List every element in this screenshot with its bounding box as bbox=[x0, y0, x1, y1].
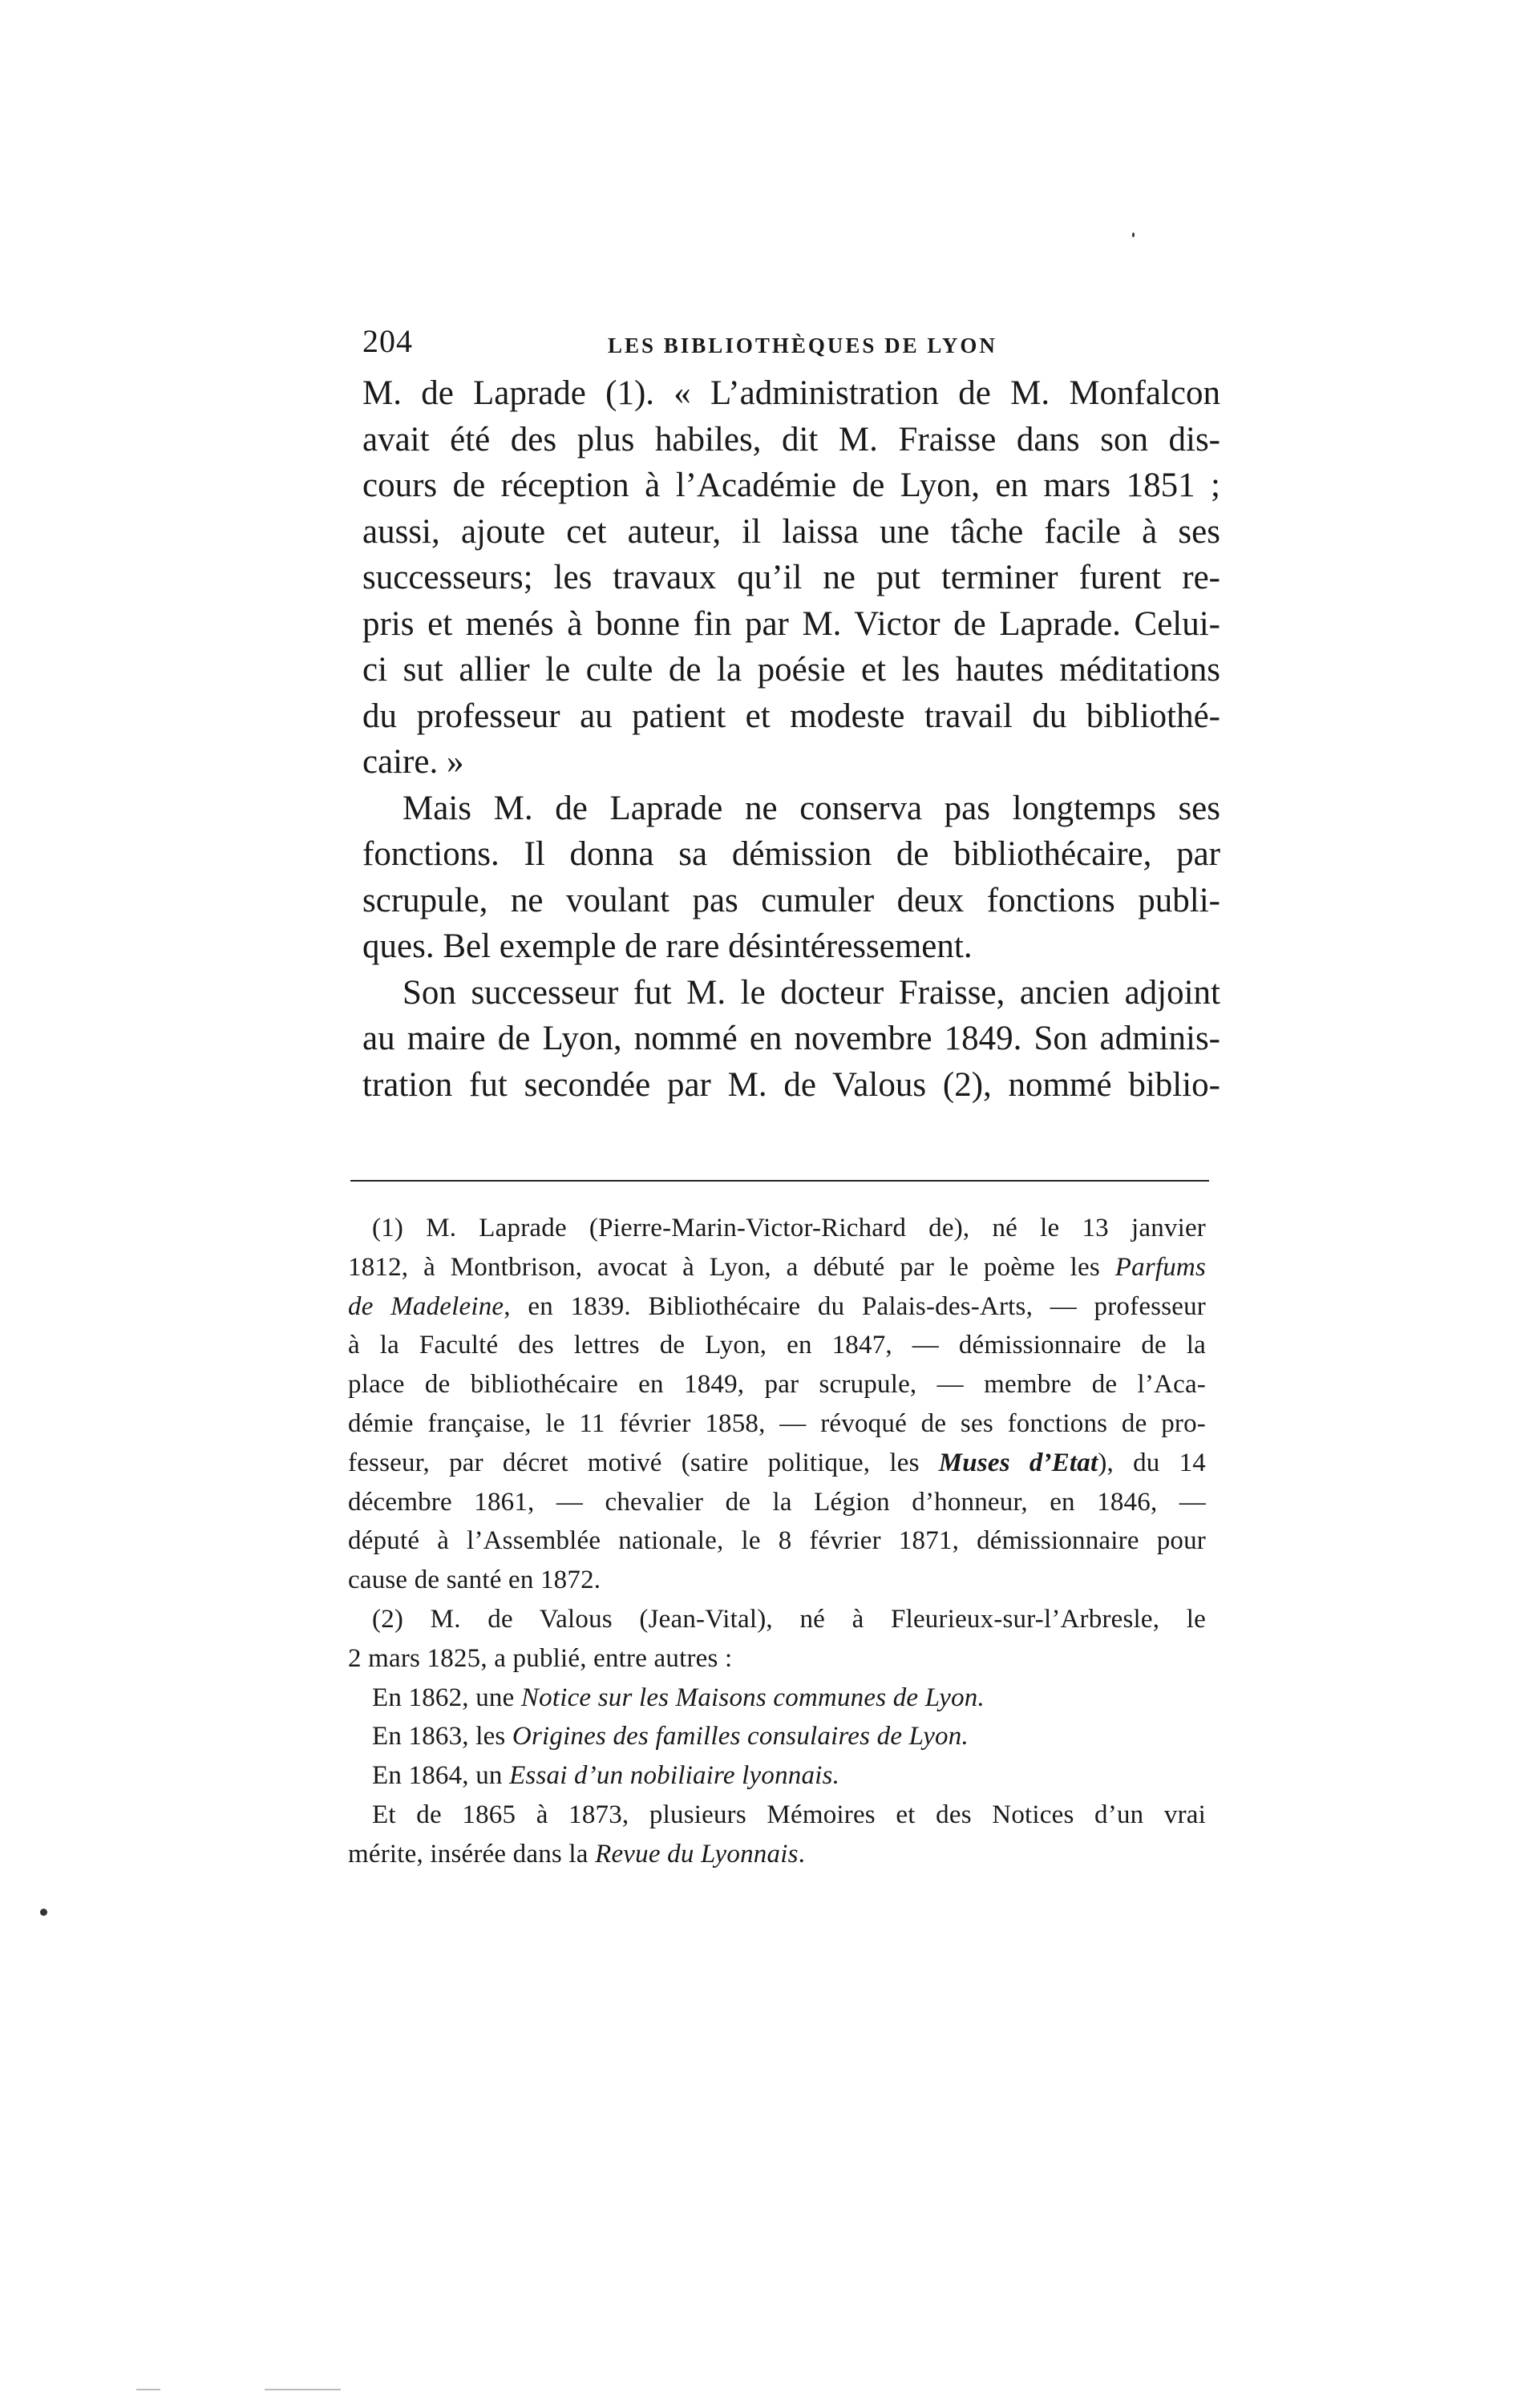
page-header bbox=[362, 322, 1204, 370]
footnote-text: En 1862, une bbox=[372, 1683, 515, 1712]
text-line: ci sut allier le culte de la poésie et les hautes méditations bbox=[362, 651, 1220, 689]
footnote-line bbox=[348, 1756, 1206, 1796]
text-line: Son successeur fut M. le docteur Fraisse, ancien adjoint bbox=[402, 973, 1220, 1012]
text-line: cours de réception à l’Académie de Lyon, en mars 1851 ; bbox=[362, 467, 1220, 504]
footnote-text: 1812, à Montbrison, avocat à Lyon, a débuté par le poème les bbox=[348, 1252, 1100, 1282]
footnote-title: Revue du Lyonnais bbox=[595, 1839, 799, 1869]
text-line: tration fut secondée par M. de Valous (2), nommé biblio- bbox=[362, 1065, 1220, 1104]
footnote-line bbox=[348, 1444, 1206, 1483]
footnote-line: place de bibliothécaire en 1849, par scrupule, — membre de l’Aca- bbox=[348, 1370, 1206, 1400]
scan-mark bbox=[265, 2389, 341, 2390]
text-line: M. de Laprade (1). « L’administration de M. Monfalcon bbox=[362, 374, 1220, 412]
footnote-separator bbox=[350, 1180, 1209, 1182]
footnote-text: ), du 14 bbox=[1098, 1448, 1206, 1477]
footnote-line: (2) M. de Valous (Jean-Vital), né à Fleurieux-sur-l’Arbresle, le bbox=[372, 1604, 1206, 1634]
footnote-line: 2 mars 1825, a publié, entre autres : bbox=[348, 1643, 733, 1673]
footnote-line: décembre 1861, — chevalier de la Légion d’honneur, en 1846, — bbox=[348, 1487, 1206, 1517]
footnote-line: démie française, le 11 février 1858, — révoqué de ses fonctions de pro- bbox=[348, 1408, 1206, 1438]
scan-mark bbox=[136, 2389, 160, 2390]
footnote-line: (1) M. Laprade (Pierre-Marin-Victor-Richard de), né le 13 janvier bbox=[372, 1214, 1206, 1242]
footnote-text: , en 1839. Bibliothécaire du Palais-des-Arts, — professeur bbox=[504, 1291, 1206, 1321]
ink-speck bbox=[40, 1909, 47, 1916]
footnote-line: Et de 1865 à 1873, plusieurs Mémoires et des Notices d’un vrai bbox=[372, 1800, 1206, 1829]
page-number: 204 bbox=[362, 323, 413, 359]
footnote-title: Origines des familles consulaires de Lyon. bbox=[512, 1722, 969, 1751]
running-head: LES BIBLIOTHÈQUES DE LYON bbox=[608, 333, 997, 358]
text-line: aussi, ajoute cet auteur, il laissa une tâche facile à ses bbox=[362, 512, 1220, 551]
footnote-line bbox=[348, 1287, 1206, 1327]
ink-speck bbox=[1132, 232, 1135, 237]
text-line: scrupule, ne voulant pas cumuler deux fonctions publi- bbox=[362, 881, 1220, 919]
footnote-line: député à l’Assemblée nationale, le 8 février 1871, démissionnaire pour bbox=[348, 1526, 1206, 1556]
text-line: du professeur au patient et modeste travail du bibliothé- bbox=[362, 697, 1220, 735]
footnote-line bbox=[348, 1679, 1206, 1718]
footnote-text: . bbox=[798, 1839, 806, 1869]
footnote-title: Muses d’Etat bbox=[938, 1448, 1098, 1477]
text-line: caire. » bbox=[362, 743, 464, 781]
footnote-title: Notice sur les Maisons communes de Lyon. bbox=[520, 1683, 985, 1712]
footnote-title: Essai d’un nobiliaire lyonnais. bbox=[509, 1761, 840, 1791]
footnote-line: cause de santé en 1872. bbox=[348, 1566, 601, 1595]
footnotes bbox=[348, 1209, 1206, 1874]
footnote-text: fesseur, par décret motivé (satire politique, les bbox=[348, 1448, 920, 1477]
footnote-text: mérite, insérée dans la bbox=[348, 1839, 589, 1869]
footnote-line bbox=[348, 1835, 1206, 1874]
text-line: avait été des plus habiles, dit M. Fraisse dans son dis- bbox=[362, 420, 1220, 459]
footnote-title: Parfums bbox=[1114, 1252, 1207, 1282]
main-text bbox=[362, 370, 1220, 1108]
text-line: Mais M. de Laprade ne conserva pas longtemps ses bbox=[402, 789, 1220, 827]
text-line: au maire de Lyon, nommé en novembre 1849. Son adminis- bbox=[362, 1020, 1220, 1057]
text-line: ques. Bel exemple de rare désintéressement. bbox=[362, 927, 973, 965]
text-line: successeurs; les travaux qu’il ne put terminer furent re- bbox=[362, 559, 1220, 596]
footnote-text: En 1864, un bbox=[372, 1761, 503, 1791]
text-line: fonctions. Il donna sa démission de bibliothécaire, par bbox=[362, 835, 1220, 873]
footnote-line bbox=[348, 1717, 1206, 1756]
footnote-text: En 1863, les bbox=[372, 1722, 506, 1751]
footnote-line: à la Faculté des lettres de Lyon, en 1847, — démissionnaire de la bbox=[348, 1331, 1206, 1360]
footnote-title: de Madeleine bbox=[348, 1291, 504, 1321]
text-line: pris et menés à bonne fin par M. Victor de Laprade. Celui- bbox=[362, 604, 1220, 643]
footnote-line bbox=[348, 1248, 1206, 1287]
